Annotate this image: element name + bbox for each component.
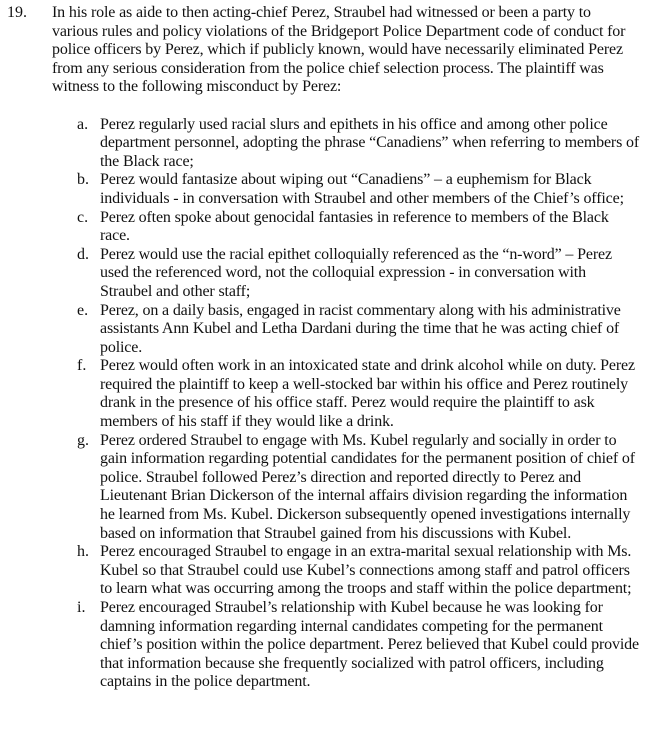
list-item-i [0,599,646,692]
item-letter: i. [77,599,86,616]
item-text: Perez encouraged Straubel’s relationship with Kubel because he was looking for damning information regarding internal candidates competing for the permanent chief’s position within the police department. Perez believed that Kubel could provide that information because she frequently socialized with patrol officers, including captains in the police department. [100,599,639,691]
item-text: Perez encouraged Straubel to engage in an extra-marital sexual relationship with Ms. Kubel so that Straubel could use Kubel’s connections among staff and patrol officers to learn what was occurring among the troops and staff within the police department; [100,543,632,598]
item-text: Perez would often work in an intoxicated state and drink alcohol while on duty. Perez required the plaintiff to keep a well-stocked bar within his office and Perez routinely drank in the presence of his office staff. Perez would require the plaintiff to ask members of his staff if they would like a drink. [100,357,635,431]
item-text: Perez often spoke about genocidal fantasies in reference to members of the Black race. [100,208,609,245]
item-text: Perez, on a daily basis, engaged in racist commentary along with his administrative assistants Ann Kubel and Letha Dardani during the time that he was acting chief of police. [100,301,621,356]
list-item-g [0,432,646,544]
item-letter: d. [77,245,89,263]
list-item-a [0,116,646,172]
item-letter: h. [77,543,89,561]
item-text: Perez ordered Straubel to engage with Ms. Kubel regularly and socially in order to gain information regarding potential candidates for the permanent position of chief of police. Straubel followed Perez’s direction and reported directly to Perez and Lieutenant Brian Dickerson of the internal affairs division regarding the information he learned from Ms. Kubel. Dickerson subsequently opened investigations internally based on information that Straubel gained from his discussions with Kubel. [100,431,635,542]
item-letter: b. [77,171,89,189]
item-letter: a. [77,115,89,133]
item-letter: f. [77,357,87,375]
item-letter: c. [77,208,89,226]
item-text: Perez would fantasize about wiping out “Canadiens” – a euphemism for Black individuals - in conversation with Straubel and other members of the Chief’s office; [100,171,624,207]
list-item-e [0,302,646,358]
document-page [0,4,646,692]
item-letter: e. [77,301,89,319]
paragraph-text: In his role as aide to then acting-chief Perez, Straubel had witnessed or been a party to various rules and policy violations of the Bridgeport Police Department code of conduct for police officers by Perez, which if publicly known, would have necessarily eliminated Perez from any serious consideration from the police chief selection process. The plaintiff was witness to the following misconduct by Perez: [52,4,626,96]
list-item-h [0,543,646,599]
list-item-b [0,171,646,208]
paragraph-number: 19. [7,4,27,21]
list-item-f [0,357,646,431]
list-item-c [0,209,646,246]
item-letter: g. [77,431,89,449]
misconduct-list [0,116,646,692]
item-text: Perez regularly used racial slurs and epithets in his office and among other police department personnel, adopting the phrase “Canadiens” when referring to members of the Black race; [100,115,640,170]
list-item-d [0,246,646,302]
item-text: Perez would use the racial epithet colloquially referenced as the “n-word” – Perez used the referenced word, not the colloquial expression - in conversation with Straubel and other staff; [100,245,612,300]
paragraph-19 [0,4,646,97]
